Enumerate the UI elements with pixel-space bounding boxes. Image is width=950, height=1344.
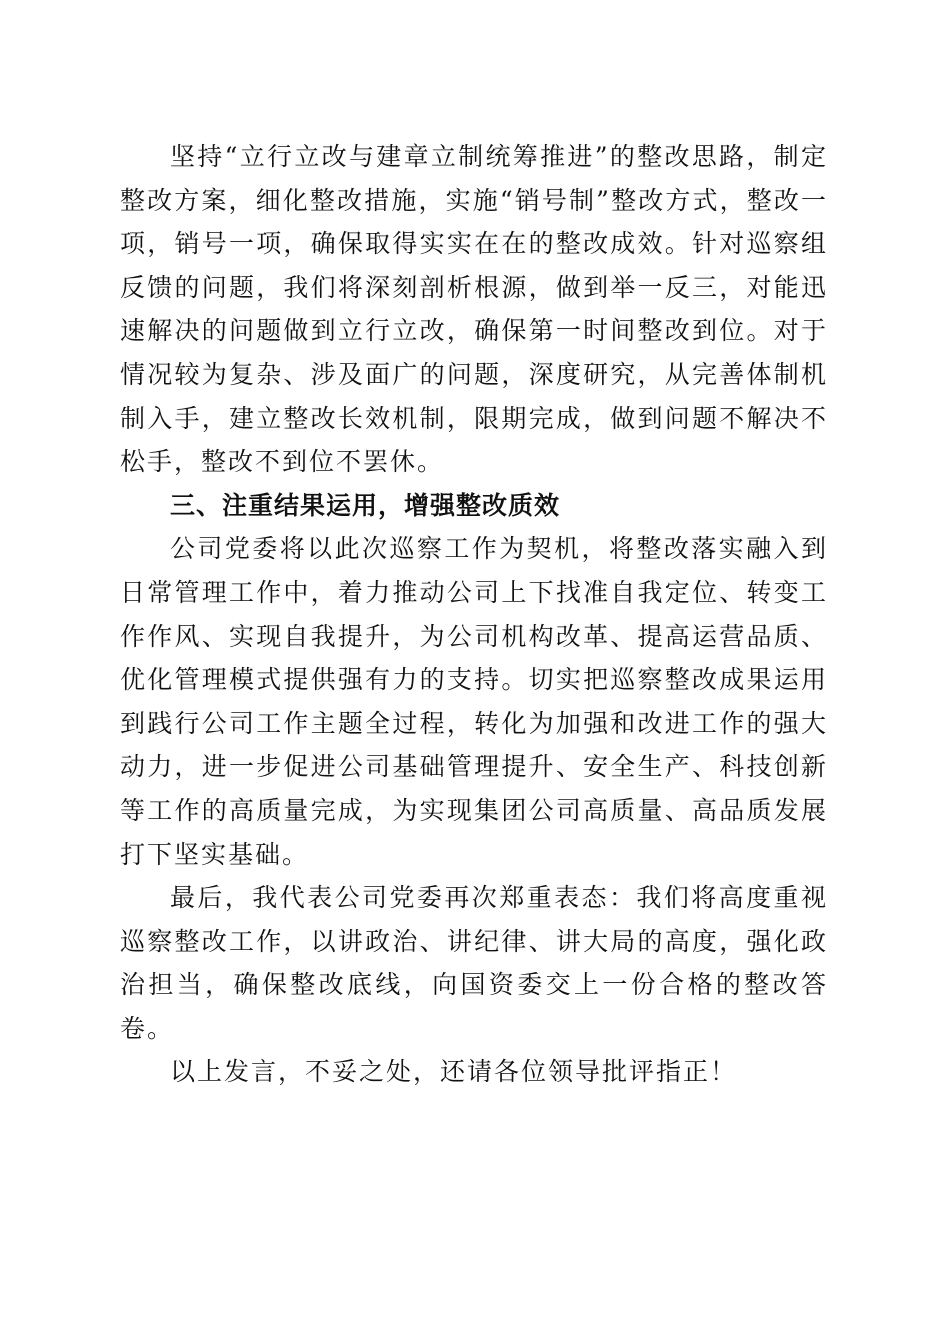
body-paragraph-closing: 以上发言，不妥之处，还请各位领导批评指正！ — [170, 1057, 738, 1087]
body-paragraph-final-statement: 最后，我代表公司党委再次郑重表态：我们将高度重视巡察整改工作，以讲政治、讲纪律、讲大局的高度，强化政治担当，确保整改底线，向国资委交上一份合格的整改答卷。 — [120, 883, 828, 1043]
section-heading-3: 三、注重结果运用，增强整改质效 — [170, 490, 561, 520]
body-paragraph-rectification-approach: 坚持“立行立改与建章立制统筹推进”的整改思路，制定整改方案，细化整改措施，实施“销号制”整改方式，整改一项，销号一项，确保取得实实在在的整改成效。针对巡察组反馈的问题，我们将深刻剖析根源，做到举一反三，对能迅速解决的问题做到立行立改，确保第一时间整改到位。对于情况较为复杂、涉及面广的问题，深度研究，从完善体制机制入手，建立整改长效机制，限期完成，做到问题不解决不松手，整改不到位不罢休。 — [120, 142, 828, 477]
document-body — [120, 135, 828, 1094]
body-paragraph-results-application: 公司党委将以此次巡察工作为契机，将整改落实融入到日常管理工作中，着力推动公司上下找准自我定位、转变工作作风、实现自我提升，为公司机构改革、提高运营品质、优化管理模式提供强有力的支持。切实把巡察整改成果运用到践行公司工作主题全过程，转化为加强和改进工作的强大动力，进一步促进公司基础管理提升、安全生产、科技创新等工作的高质量完成，为实现集团公司高质量、高品质发展打下坚实基础。 — [120, 534, 828, 869]
